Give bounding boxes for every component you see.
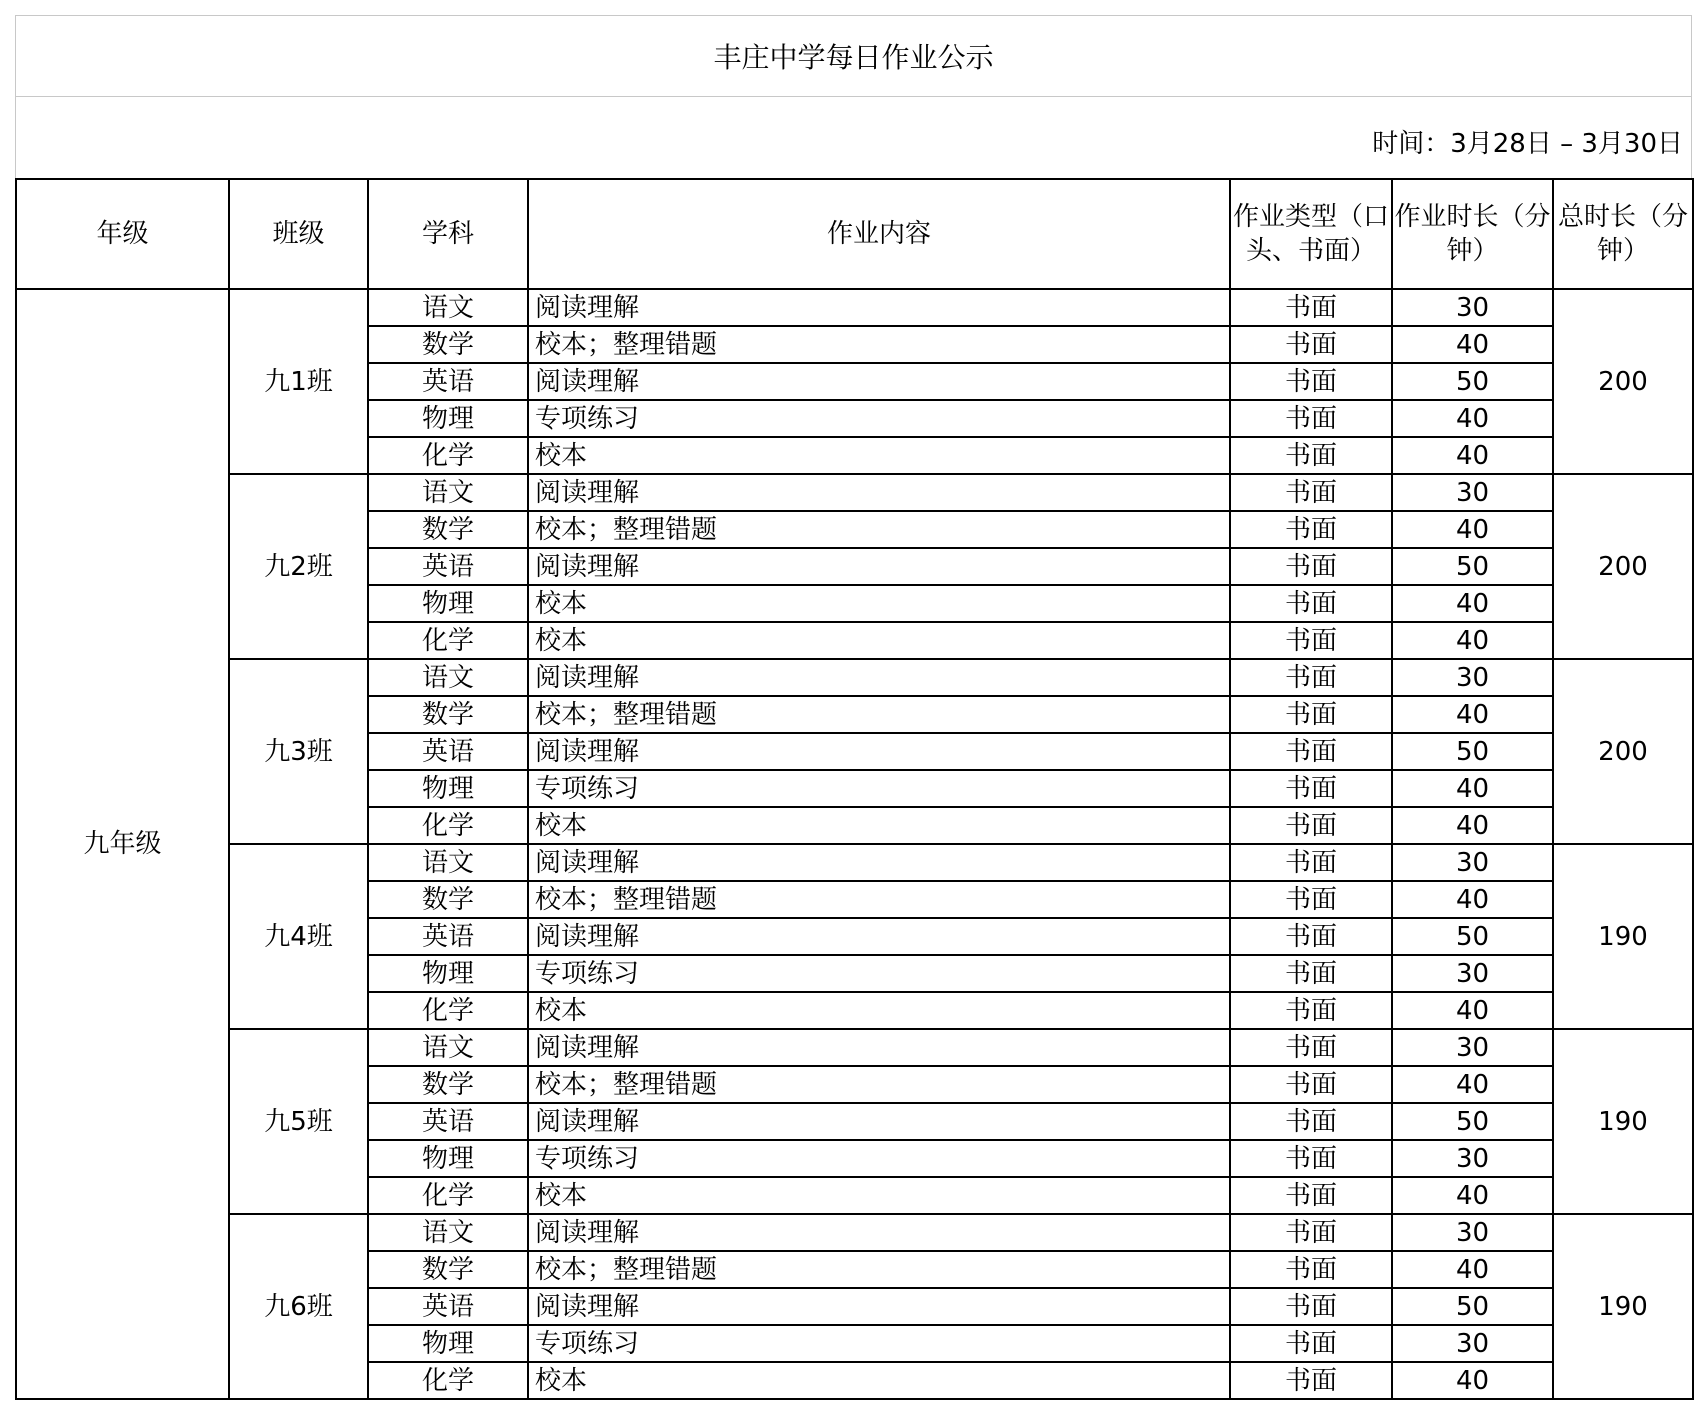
- header-content: 作业内容: [528, 179, 1230, 289]
- header-duration: 作业时长（分钟）: [1392, 179, 1553, 289]
- subject-cell: 化学: [368, 437, 528, 474]
- content-cell: 阅读理解: [528, 1103, 1230, 1140]
- table-row: [16, 659, 1693, 696]
- subject-cell: 化学: [368, 1177, 528, 1214]
- duration-cell: 40: [1392, 326, 1553, 363]
- type-cell: 书面: [1230, 844, 1392, 881]
- type-cell: 书面: [1230, 770, 1392, 807]
- subject-cell: 英语: [368, 733, 528, 770]
- type-cell: 书面: [1230, 1251, 1392, 1288]
- subject-cell: 化学: [368, 807, 528, 844]
- content-cell: 阅读理解: [528, 548, 1230, 585]
- duration-cell: 50: [1392, 1288, 1553, 1325]
- type-cell: 书面: [1230, 585, 1392, 622]
- content-cell: 校本；整理错题: [528, 1066, 1230, 1103]
- total-cell: 200: [1553, 659, 1693, 844]
- subject-cell: 物理: [368, 1325, 528, 1362]
- type-cell: 书面: [1230, 696, 1392, 733]
- content-cell: 校本；整理错题: [528, 696, 1230, 733]
- content-cell: 阅读理解: [528, 1214, 1230, 1251]
- content-cell: 阅读理解: [528, 918, 1230, 955]
- table-row: [16, 1029, 1693, 1066]
- subject-cell: 英语: [368, 1288, 528, 1325]
- class-cell: 九5班: [229, 1029, 368, 1214]
- duration-cell: 40: [1392, 1251, 1553, 1288]
- duration-cell: 40: [1392, 696, 1553, 733]
- type-cell: 书面: [1230, 1325, 1392, 1362]
- type-cell: 书面: [1230, 1029, 1392, 1066]
- header-grade: 年级: [16, 179, 229, 289]
- subject-cell: 英语: [368, 1103, 528, 1140]
- table-row: [16, 474, 1693, 511]
- type-cell: 书面: [1230, 992, 1392, 1029]
- type-cell: 书面: [1230, 474, 1392, 511]
- duration-cell: 30: [1392, 659, 1553, 696]
- header-total: 总时长（分钟）: [1553, 179, 1693, 289]
- header-subject: 学科: [368, 179, 528, 289]
- content-cell: 专项练习: [528, 400, 1230, 437]
- type-cell: 书面: [1230, 548, 1392, 585]
- type-cell: 书面: [1230, 622, 1392, 659]
- duration-cell: 40: [1392, 585, 1553, 622]
- content-cell: 校本；整理错题: [528, 326, 1230, 363]
- type-cell: 书面: [1230, 511, 1392, 548]
- duration-cell: 40: [1392, 807, 1553, 844]
- subject-cell: 语文: [368, 844, 528, 881]
- duration-cell: 40: [1392, 1177, 1553, 1214]
- subject-cell: 数学: [368, 696, 528, 733]
- subject-cell: 语文: [368, 289, 528, 326]
- type-cell: 书面: [1230, 363, 1392, 400]
- type-cell: 书面: [1230, 326, 1392, 363]
- type-cell: 书面: [1230, 1288, 1392, 1325]
- type-cell: 书面: [1230, 733, 1392, 770]
- duration-cell: 40: [1392, 881, 1553, 918]
- class-cell: 九3班: [229, 659, 368, 844]
- duration-cell: 30: [1392, 1029, 1553, 1066]
- page-title: 丰庄中学每日作业公示: [15, 15, 1692, 97]
- duration-cell: 40: [1392, 622, 1553, 659]
- homework-table: [15, 178, 1694, 1400]
- content-cell: 专项练习: [528, 1325, 1230, 1362]
- content-cell: 专项练习: [528, 1140, 1230, 1177]
- duration-cell: 40: [1392, 770, 1553, 807]
- duration-cell: 30: [1392, 474, 1553, 511]
- subject-cell: 数学: [368, 1251, 528, 1288]
- type-cell: 书面: [1230, 955, 1392, 992]
- content-cell: 校本: [528, 622, 1230, 659]
- duration-cell: 30: [1392, 1140, 1553, 1177]
- subject-cell: 物理: [368, 400, 528, 437]
- subject-cell: 化学: [368, 622, 528, 659]
- header-class: 班级: [229, 179, 368, 289]
- subject-cell: 数学: [368, 326, 528, 363]
- type-cell: 书面: [1230, 1103, 1392, 1140]
- content-cell: 阅读理解: [528, 1029, 1230, 1066]
- class-cell: 九4班: [229, 844, 368, 1029]
- duration-cell: 50: [1392, 363, 1553, 400]
- total-cell: 190: [1553, 844, 1693, 1029]
- type-cell: 书面: [1230, 659, 1392, 696]
- content-cell: 校本: [528, 807, 1230, 844]
- subject-cell: 英语: [368, 918, 528, 955]
- type-cell: 书面: [1230, 1066, 1392, 1103]
- type-cell: 书面: [1230, 807, 1392, 844]
- content-cell: 校本；整理错题: [528, 511, 1230, 548]
- table-body: [16, 289, 1693, 1399]
- subject-cell: 语文: [368, 1214, 528, 1251]
- duration-cell: 40: [1392, 437, 1553, 474]
- subject-cell: 物理: [368, 585, 528, 622]
- content-cell: 阅读理解: [528, 474, 1230, 511]
- type-cell: 书面: [1230, 289, 1392, 326]
- type-cell: 书面: [1230, 400, 1392, 437]
- duration-cell: 30: [1392, 955, 1553, 992]
- total-cell: 190: [1553, 1214, 1693, 1399]
- duration-cell: 50: [1392, 548, 1553, 585]
- content-cell: 阅读理解: [528, 289, 1230, 326]
- header-row: [16, 179, 1693, 289]
- homework-sheet: [15, 15, 1692, 1407]
- type-cell: 书面: [1230, 1214, 1392, 1251]
- duration-cell: 40: [1392, 400, 1553, 437]
- duration-cell: 40: [1392, 1066, 1553, 1103]
- subject-cell: 数学: [368, 1066, 528, 1103]
- content-cell: 阅读理解: [528, 844, 1230, 881]
- date-range-row: [15, 97, 1692, 178]
- total-cell: 200: [1553, 289, 1693, 474]
- content-cell: 阅读理解: [528, 659, 1230, 696]
- duration-cell: 40: [1392, 511, 1553, 548]
- content-cell: 校本: [528, 992, 1230, 1029]
- total-cell: 200: [1553, 474, 1693, 659]
- subject-cell: 英语: [368, 363, 528, 400]
- duration-cell: 40: [1392, 1362, 1553, 1399]
- duration-cell: 50: [1392, 918, 1553, 955]
- duration-cell: 30: [1392, 1325, 1553, 1362]
- type-cell: 书面: [1230, 1177, 1392, 1214]
- total-cell: 190: [1553, 1029, 1693, 1214]
- subject-cell: 数学: [368, 881, 528, 918]
- date-range: 时间：3月28日 – 3月30日: [1372, 129, 1683, 159]
- subject-cell: 化学: [368, 1362, 528, 1399]
- content-cell: 校本: [528, 1362, 1230, 1399]
- content-cell: 阅读理解: [528, 733, 1230, 770]
- subject-cell: 物理: [368, 1140, 528, 1177]
- subject-cell: 语文: [368, 474, 528, 511]
- subject-cell: 物理: [368, 770, 528, 807]
- table-row: [16, 844, 1693, 881]
- content-cell: 阅读理解: [528, 363, 1230, 400]
- duration-cell: 30: [1392, 289, 1553, 326]
- duration-cell: 40: [1392, 992, 1553, 1029]
- duration-cell: 30: [1392, 844, 1553, 881]
- content-cell: 校本: [528, 585, 1230, 622]
- type-cell: 书面: [1230, 1140, 1392, 1177]
- subject-cell: 化学: [368, 992, 528, 1029]
- table-row: [16, 289, 1693, 326]
- table-row: [16, 1214, 1693, 1251]
- subject-cell: 英语: [368, 548, 528, 585]
- duration-cell: 50: [1392, 1103, 1553, 1140]
- duration-cell: 50: [1392, 733, 1553, 770]
- type-cell: 书面: [1230, 437, 1392, 474]
- class-cell: 九2班: [229, 474, 368, 659]
- subject-cell: 语文: [368, 1029, 528, 1066]
- duration-cell: 30: [1392, 1214, 1553, 1251]
- content-cell: 校本；整理错题: [528, 881, 1230, 918]
- class-cell: 九6班: [229, 1214, 368, 1399]
- subject-cell: 数学: [368, 511, 528, 548]
- content-cell: 校本；整理错题: [528, 1251, 1230, 1288]
- grade-cell: 九年级: [16, 289, 229, 1399]
- content-cell: 阅读理解: [528, 1288, 1230, 1325]
- subject-cell: 物理: [368, 955, 528, 992]
- type-cell: 书面: [1230, 881, 1392, 918]
- class-cell: 九1班: [229, 289, 368, 474]
- subject-cell: 语文: [368, 659, 528, 696]
- header-type: 作业类型（口头、书面）: [1230, 179, 1392, 289]
- content-cell: 校本: [528, 1177, 1230, 1214]
- content-cell: 校本: [528, 437, 1230, 474]
- content-cell: 专项练习: [528, 955, 1230, 992]
- type-cell: 书面: [1230, 1362, 1392, 1399]
- type-cell: 书面: [1230, 918, 1392, 955]
- content-cell: 专项练习: [528, 770, 1230, 807]
